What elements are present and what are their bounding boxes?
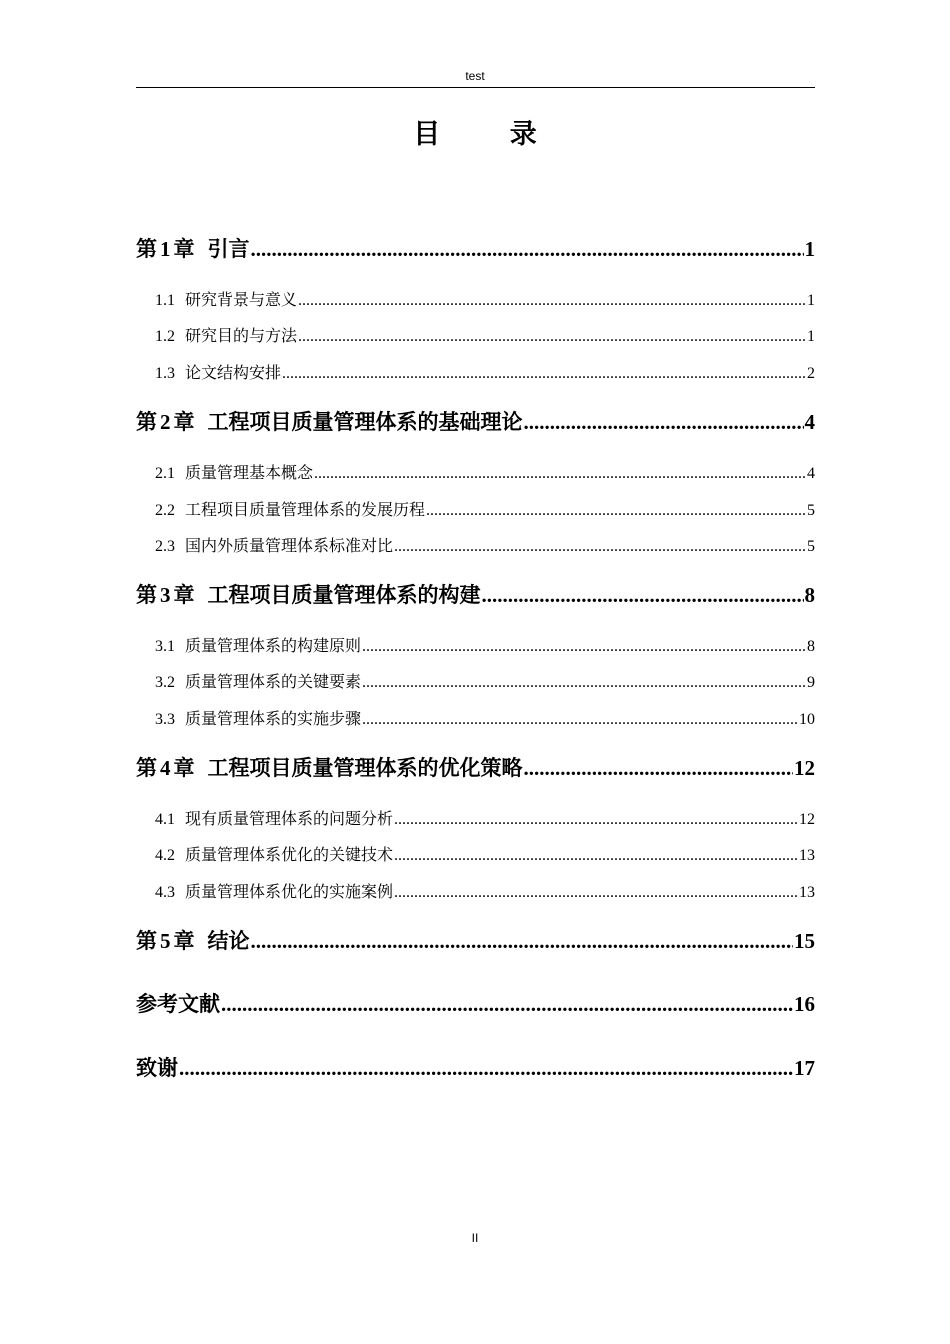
toc-section-1-1[interactable]	[136, 290, 815, 311]
toc-page-number: 15	[794, 929, 815, 953]
toc-references-title: 参考文献	[136, 992, 220, 1016]
toc-page-number: 1	[807, 328, 815, 345]
toc-section-title: 研究目的与方法	[185, 326, 298, 345]
toc-chapter-title: 结论	[207, 929, 250, 953]
toc-chapter-number: 第 1 章	[136, 237, 195, 261]
toc-page-number: 2	[807, 365, 815, 382]
toc-page-number: 17	[794, 1056, 815, 1080]
toc-chapter-title: 工程项目质量管理体系的基础理论	[207, 410, 523, 434]
toc-dot-leader	[251, 236, 804, 262]
toc-section-number: 3.1	[155, 638, 175, 655]
toc-section-number: 2.3	[155, 538, 175, 555]
toc-dot-leader	[394, 846, 798, 866]
toc-section-number: 1.3	[155, 365, 175, 382]
toc-section-3-2[interactable]	[136, 672, 815, 693]
toc-section-title: 质量管理体系优化的实施案例	[185, 882, 394, 901]
toc-chapter-5[interactable]	[136, 928, 815, 954]
toc-section-4-3[interactable]	[136, 882, 815, 903]
toc-dot-leader	[298, 327, 806, 347]
toc-section-number: 4.3	[155, 884, 175, 901]
toc-chapter-4[interactable]	[136, 755, 815, 781]
toc-section-4-1[interactable]	[136, 809, 815, 830]
toc-section-3-3[interactable]	[136, 709, 815, 730]
toc-section-2-1[interactable]	[136, 463, 815, 484]
toc-page-number: 12	[794, 756, 815, 780]
toc-section-number: 3.3	[155, 711, 175, 728]
page-footer-number: II	[471, 1231, 479, 1245]
toc-dot-leader	[298, 291, 806, 311]
toc-page-number: 16	[794, 992, 815, 1016]
toc-chapter-number: 第 3 章	[136, 583, 195, 607]
toc-dot-leader	[524, 409, 804, 435]
toc-page-number: 1	[807, 292, 815, 309]
toc-section-number: 3.2	[155, 674, 175, 691]
toc-title: 目 录	[413, 119, 567, 150]
toc-chapter-2[interactable]	[136, 409, 815, 435]
toc-references[interactable]	[136, 991, 815, 1017]
toc-dot-leader	[362, 637, 806, 657]
toc-section-2-2[interactable]	[136, 500, 815, 521]
toc-section-2-3[interactable]	[136, 536, 815, 557]
toc-dot-leader	[362, 710, 798, 730]
toc-chapter-number: 第 5 章	[136, 929, 195, 953]
toc-dot-leader	[179, 1055, 793, 1081]
page-header: test	[465, 69, 485, 83]
toc-page-number: 9	[807, 674, 815, 691]
toc-section-title: 国内外质量管理体系标准对比	[185, 536, 394, 555]
toc-section-number: 4.1	[155, 811, 175, 828]
toc-section-4-2[interactable]	[136, 845, 815, 866]
header-rule	[136, 87, 815, 88]
toc-page-number: 5	[807, 538, 815, 555]
toc-section-1-2[interactable]	[136, 326, 815, 347]
toc-dot-leader	[221, 991, 793, 1017]
toc-chapter-number: 第 2 章	[136, 410, 195, 434]
toc-page-number: 8	[807, 638, 815, 655]
toc-dot-leader	[362, 673, 806, 693]
toc-page-number: 12	[799, 811, 815, 828]
toc-page-number: 4	[807, 465, 815, 482]
toc-section-number: 1.1	[155, 292, 175, 309]
toc-page-number: 1	[804, 237, 815, 261]
toc-chapter-title: 工程项目质量管理体系的优化策略	[207, 756, 523, 780]
toc-section-number: 2.2	[155, 502, 175, 519]
toc-dot-leader	[394, 883, 798, 903]
toc-dot-leader	[524, 755, 794, 781]
toc-acknowledgements-title: 致谢	[136, 1056, 178, 1080]
toc-page-number: 4	[804, 410, 815, 434]
toc-dot-leader	[482, 582, 804, 608]
toc-section-1-3[interactable]	[136, 363, 815, 384]
toc-page-number: 8	[804, 583, 815, 607]
toc-page-number: 5	[807, 502, 815, 519]
toc-dot-leader	[282, 364, 806, 384]
toc-section-3-1[interactable]	[136, 636, 815, 657]
toc-page-number: 10	[799, 711, 815, 728]
toc-section-number: 2.1	[155, 465, 175, 482]
toc-chapter-1[interactable]	[136, 236, 815, 262]
toc-acknowledgements[interactable]	[136, 1055, 815, 1081]
toc-section-title: 工程项目质量管理体系的发展历程	[185, 500, 426, 519]
toc-dot-leader	[314, 464, 806, 484]
toc-chapter-number: 第 4 章	[136, 756, 195, 780]
toc-section-title: 质量管理体系的实施步骤	[185, 709, 362, 728]
toc-chapter-3[interactable]	[136, 582, 815, 608]
toc-chapter-title: 引言	[207, 237, 250, 261]
toc-dot-leader	[394, 537, 806, 557]
toc-chapter-title: 工程项目质量管理体系的构建	[207, 583, 481, 607]
toc-section-title: 质量管理体系的构建原则	[185, 636, 362, 655]
toc-section-title: 质量管理体系优化的关键技术	[185, 845, 394, 864]
toc-dot-leader	[251, 928, 794, 954]
toc-section-title: 研究背景与意义	[185, 290, 298, 309]
toc-section-title: 现有质量管理体系的问题分析	[185, 809, 394, 828]
toc-section-title: 论文结构安排	[185, 363, 282, 382]
toc-page-number: 13	[799, 884, 815, 901]
toc-section-number: 1.2	[155, 328, 175, 345]
toc-section-number: 4.2	[155, 847, 175, 864]
toc-page-number: 13	[799, 847, 815, 864]
toc-section-title: 质量管理基本概念	[185, 463, 314, 482]
toc-dot-leader	[426, 501, 806, 521]
toc-section-title: 质量管理体系的关键要素	[185, 672, 362, 691]
toc-dot-leader	[394, 810, 798, 830]
